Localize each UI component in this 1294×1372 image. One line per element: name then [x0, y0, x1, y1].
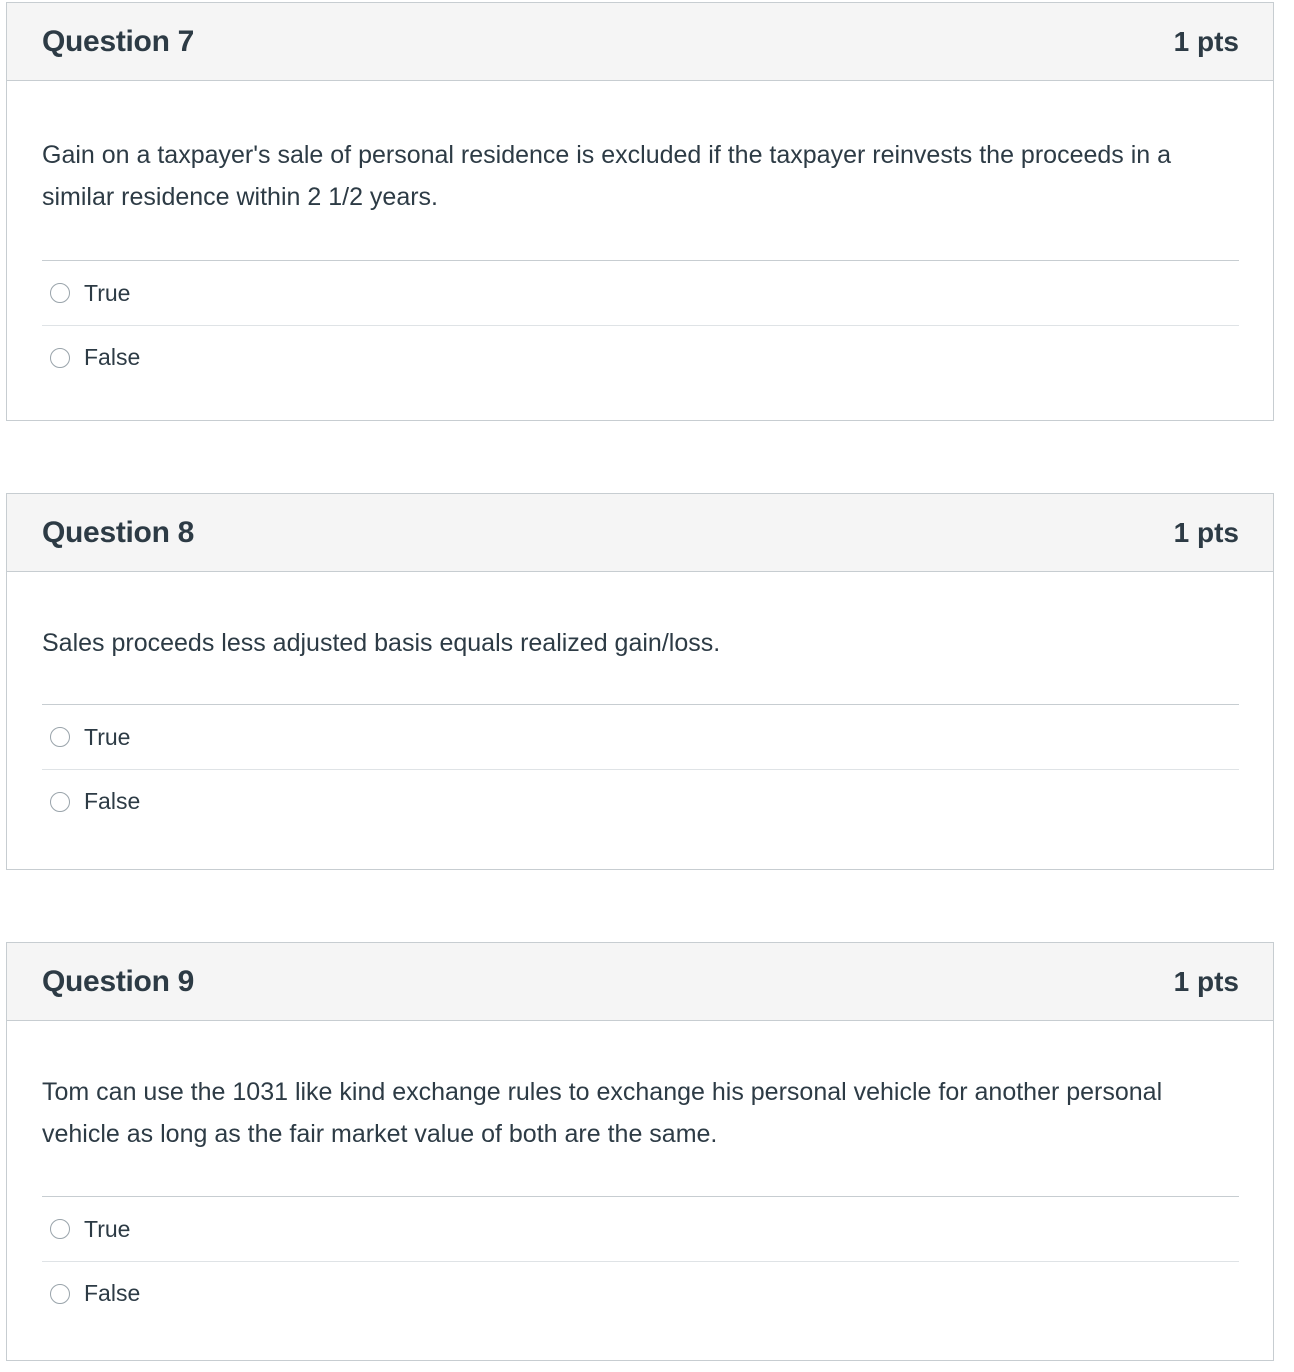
- answer-list: [42, 260, 1239, 389]
- answer-option-false[interactable]: [42, 325, 1239, 389]
- answer-list: [42, 1196, 1239, 1325]
- question-card-9: [6, 942, 1274, 1361]
- radio-button[interactable]: [50, 1219, 70, 1239]
- question-points: 1 pts: [1173, 25, 1239, 57]
- question-header: [7, 943, 1273, 1021]
- answer-option-true[interactable]: [42, 261, 1239, 325]
- question-title: Question 7: [42, 24, 195, 58]
- answer-option-false[interactable]: [42, 1261, 1239, 1325]
- question-card-8: [6, 493, 1274, 870]
- question-body: [7, 134, 1273, 389]
- radio-button[interactable]: [50, 792, 70, 812]
- answer-option-true[interactable]: [42, 1197, 1239, 1261]
- question-header: [7, 494, 1273, 572]
- answer-option-false[interactable]: [42, 769, 1239, 833]
- question-body: [7, 622, 1273, 833]
- question-header: [7, 3, 1273, 81]
- answer-option-true[interactable]: [42, 705, 1239, 769]
- radio-button[interactable]: [50, 283, 70, 303]
- question-text: Gain on a taxpayer's sale of personal residence is excluded if the taxpayer reinvests the proceeds in a similar residence within 2 1/2 years.: [42, 141, 1172, 211]
- question-title: Question 9: [42, 964, 195, 998]
- answer-list: [42, 704, 1239, 833]
- answer-label[interactable]: True: [84, 1215, 131, 1242]
- answer-label[interactable]: False: [84, 1280, 141, 1306]
- question-body: [7, 1071, 1273, 1325]
- question-card-7: [6, 2, 1274, 421]
- radio-button[interactable]: [50, 1284, 70, 1304]
- answer-label[interactable]: True: [84, 723, 131, 750]
- question-text: Tom can use the 1031 like kind exchange rules to exchange his personal vehicle for another personal vehicle as long as the fair market value of both are the same.: [42, 1078, 1163, 1148]
- question-points: 1 pts: [1173, 516, 1239, 548]
- question-points: 1 pts: [1173, 965, 1239, 997]
- radio-button[interactable]: [50, 348, 70, 368]
- answer-label[interactable]: False: [84, 788, 141, 814]
- answer-label[interactable]: False: [84, 344, 141, 370]
- answer-label[interactable]: True: [84, 279, 131, 306]
- question-title: Question 8: [42, 515, 195, 549]
- radio-button[interactable]: [50, 727, 70, 747]
- question-text: Sales proceeds less adjusted basis equals realized gain/loss.: [42, 629, 721, 657]
